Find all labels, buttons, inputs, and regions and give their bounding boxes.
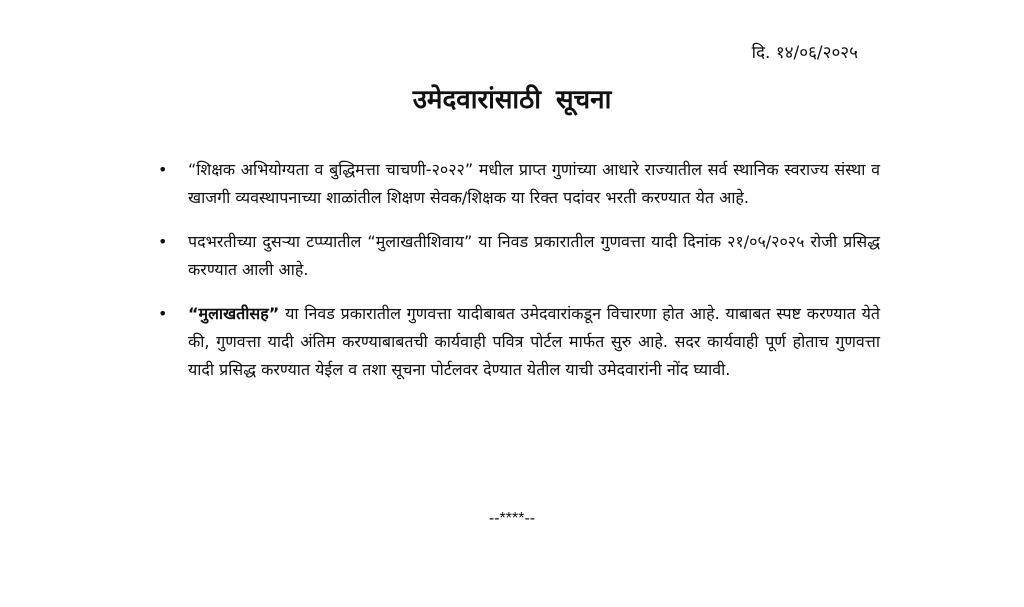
bullet-icon: • — [158, 160, 168, 179]
notice-list — [140, 156, 880, 400]
notice-item-text: पदभरतीच्या दुसऱ्या टप्प्यातील “मुलाखतीशिवाय” या निवड प्रकारातील गुणवत्ता यादी दिनांक २१/०५/२०२५ रोजी प्रसिद्ध करण्यात आली आहे. — [188, 232, 880, 279]
notice-item-text: या निवड प्रकारातील गुणवत्ता यादीबाबत उमेदवारांकडून विचारणा होत आहे. याबाबत स्पष्ट करण्यात येते की, गुणवत्ता यादी अंतिम करण्याबाबतची कार्यवाही पवित्र पोर्टल मार्फत सुरु आहे. सदर कार्यवाही पूर्ण होताच गुणवत्ता यादी प्रसिद्ध करण्यात येईल व तशा सूचना पोर्टलवर देण्यात येतील याची उमेदवारांनी नोंद घ्यावी. — [188, 304, 880, 379]
bullet-icon: • — [158, 232, 168, 251]
notice-item-text: “शिक्षक अभियोग्यता व बुद्धिमत्ता चाचणी-२०२२” मधील प्राप्त गुणांच्या आधारे राज्यातील सर्व स्थानिक स्वराज्य संस्था व खाजगी व्यवस्थापनाच्या शाळांतील शिक्षण सेवक/शिक्षक या रिक्त पदांवर भरती करण्यात येत आहे. — [188, 160, 880, 207]
notice-item-2 — [140, 228, 880, 284]
notice-item-3 — [140, 300, 880, 384]
bullet-icon: • — [158, 304, 168, 323]
notice-date: दि. १४/०६/२०२५ — [751, 43, 858, 63]
notice-title: उमेदवारांसाठी सूचना — [412, 85, 612, 115]
notice-item-1 — [140, 156, 880, 212]
end-mark: --****-- — [488, 510, 536, 527]
notice-item-emphasis: “मुलाखतीसह” — [188, 304, 280, 323]
